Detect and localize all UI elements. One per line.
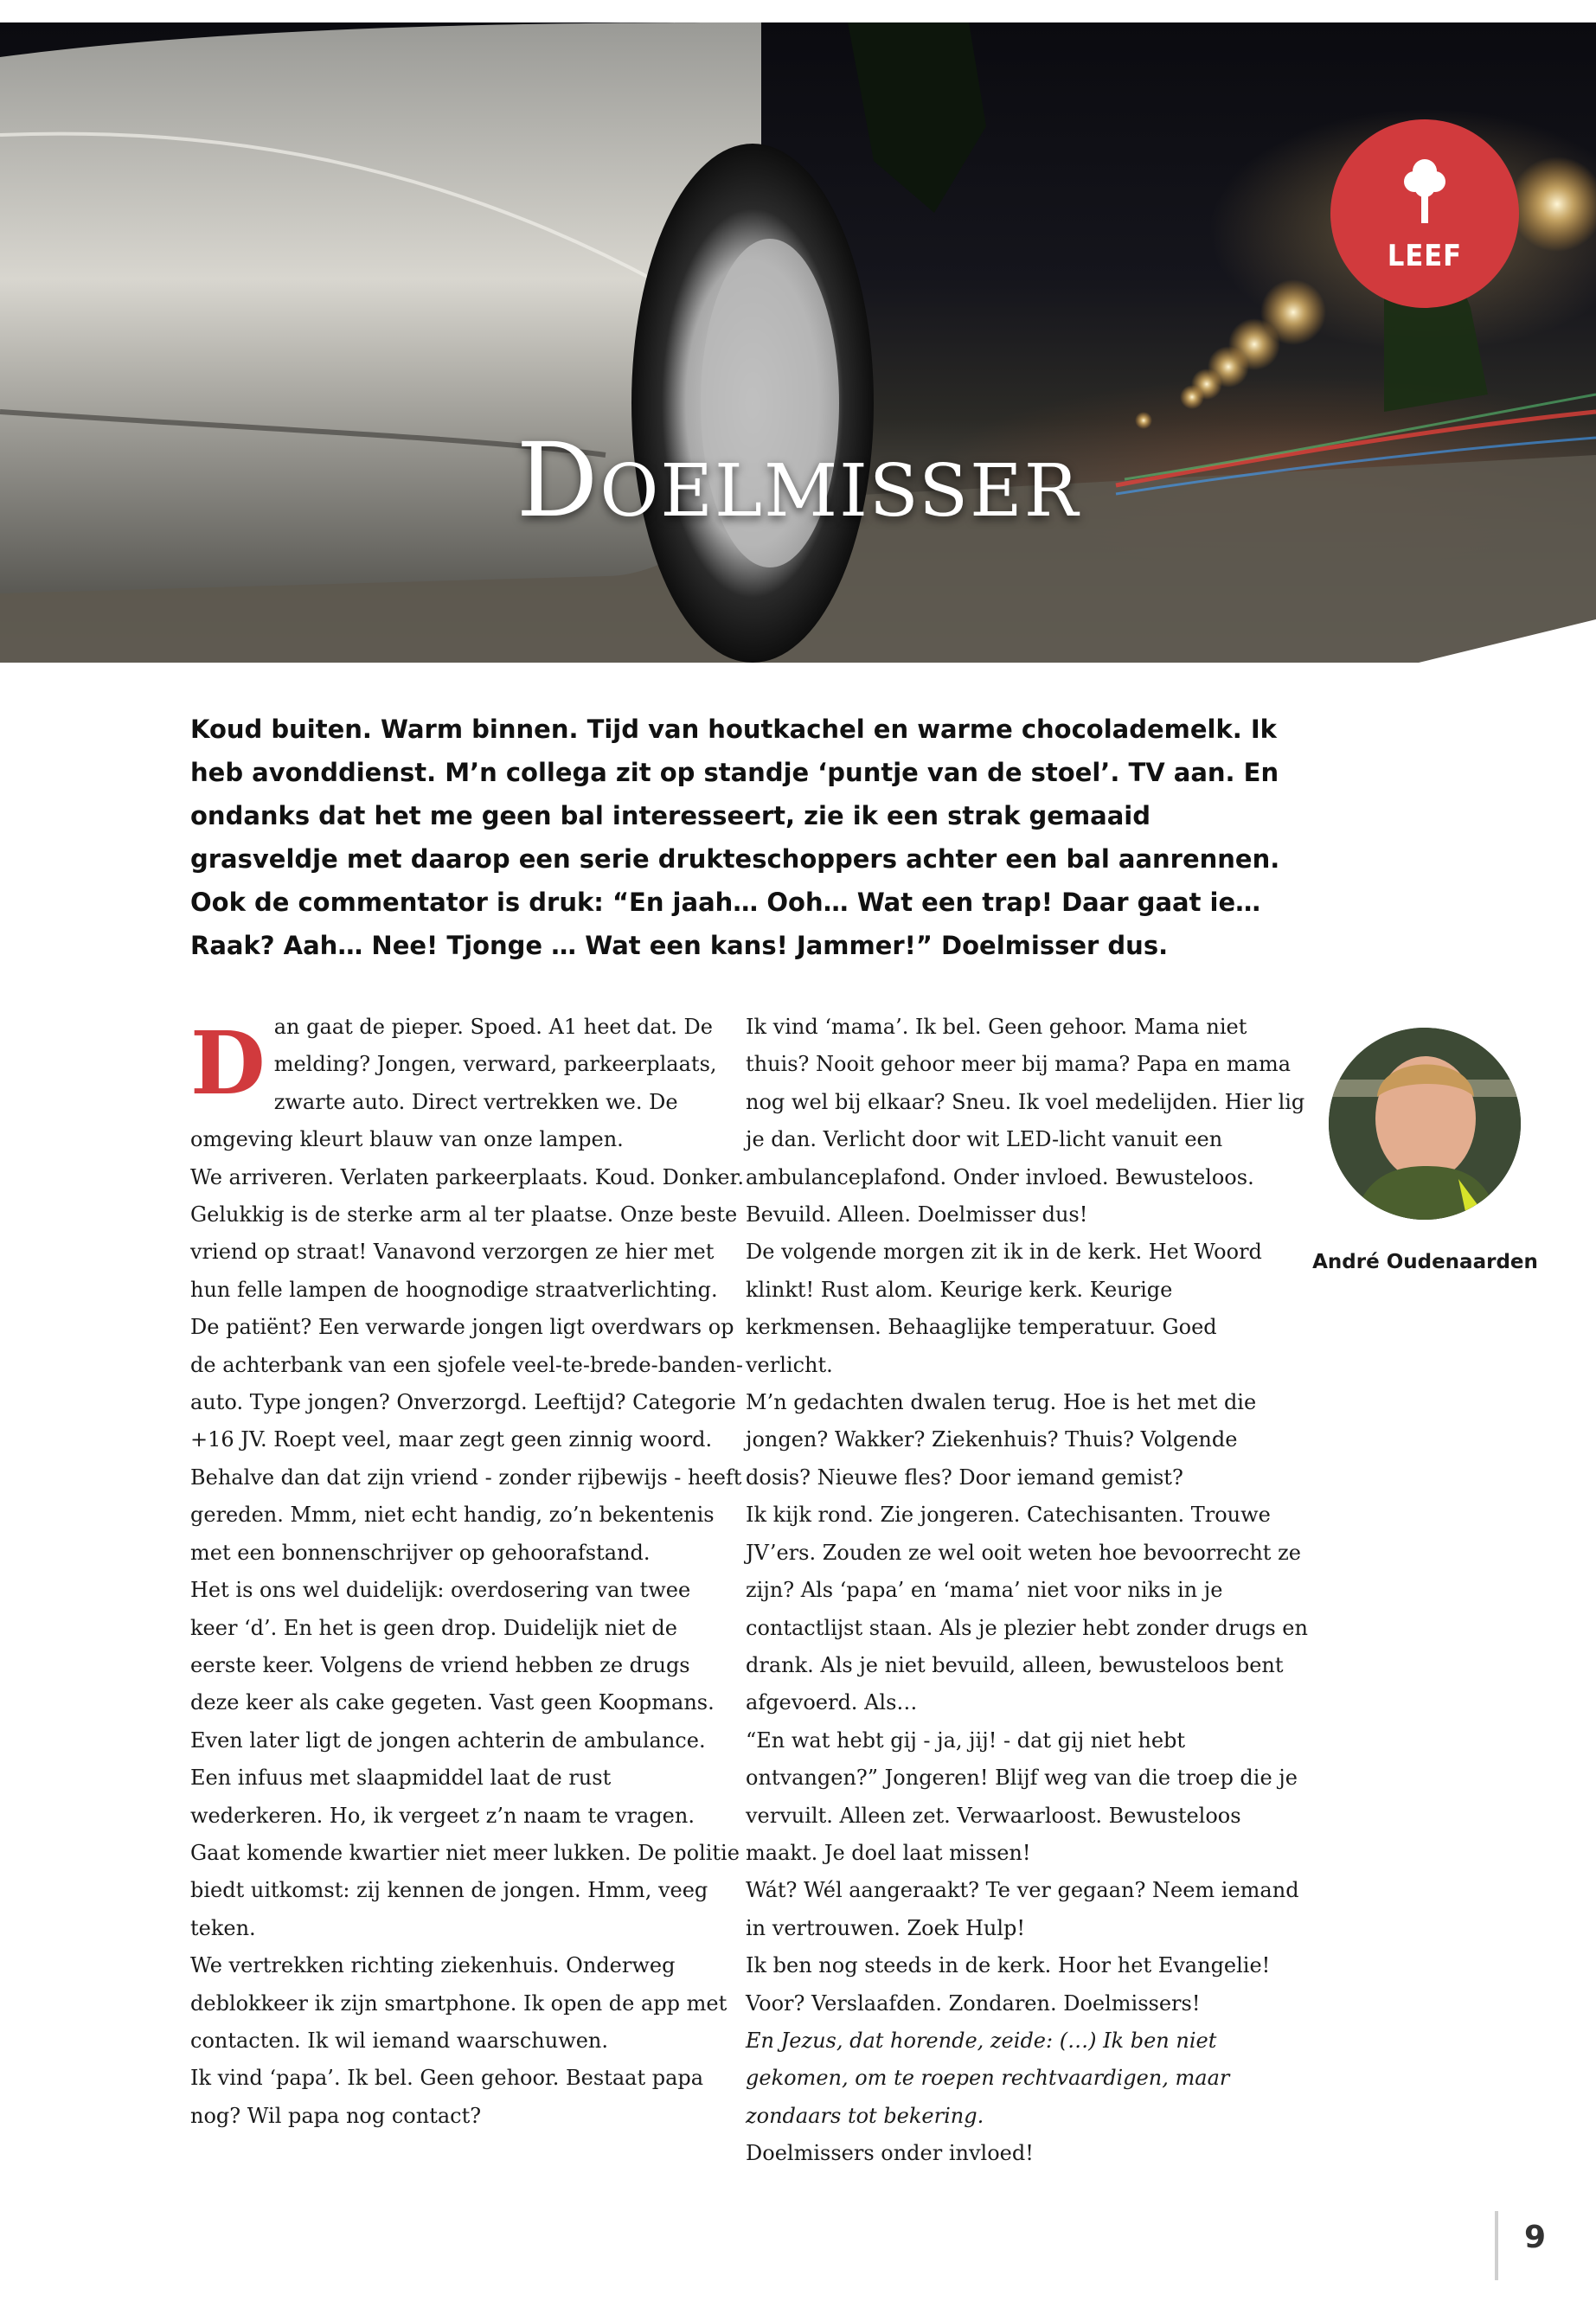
paragraph: Het is ons wel duidelijk: overdosering van twee keer ‘d’. En het is geen drop. Duidelijk niet de eerste keer. Volgens de vriend hebben ze drugs deze keer als cake gegeten. Vast geen Koopmans. (190, 1578, 715, 1715)
paragraph: Ik vind ‘mama’. Ik bel. Geen gehoor. Mama niet thuis? Nooit gehoor meer bij mama? Papa en mama nog wel bij elkaar? Sneu. Ik voel medelijden. Hier lig je dan. Verlicht door wit LED-licht vanuit een ambulanceplafond. Onder invloed. Bewusteloos. Bevuild. Alleen. Doelmisser dus! (746, 1015, 1305, 1227)
article-title: Doelmisser (516, 420, 1080, 540)
paragraph: Ik kijk rond. Zie jongeren. Catechisanten. Trouwe JV’ers. Zouden ze wel ooit weten hoe bevoorrecht ze zijn? Als ‘papa’ en ‘mama’ niet voor niks in je contactlijst staan. Als je plezier hebt zonder drugs en drank. Als je niet bevuild, alleen, bewusteloos bent afgevoerd. Als… (746, 1503, 1308, 1715)
body-column-1 (190, 1009, 744, 2135)
author-avatar (1329, 1028, 1521, 1220)
bible-quote: En Jezus, dat horende, zeide: (…) Ik ben niet gekomen, om te roepen rechtvaardigen, maar zondaars tot bekering. (746, 2028, 1230, 2128)
tree-icon (1402, 156, 1447, 225)
paragraph: Ik ben nog steeds in de kerk. Hoor het Evangelie! Voor? Verslaafden. Zondaren. Doelmissers! (746, 1953, 1271, 2016)
author-portrait (1329, 1028, 1521, 1220)
lead-paragraph: Koud buiten. Warm binnen. Tijd van houtkachel en warme chocolademelk. Ik heb avonddienst. M’n collega zit op standje ‘puntje van de stoel’. TV aan. En ondanks dat het me geen bal interesseert, zie ik een strak gemaaid grasveldje met daarop een serie drukteschoppers achter een bal aanrennen. Ook de commentator is druk: “En jaah… Ooh… Wat een trap! Daar gaat ie… Raak? Aah… Nee! Tjonge … Wat een kans! Jammer!” Doelmisser dus. (190, 715, 1280, 960)
paragraph: M’n gedachten dwalen terug. Hoe is het met die jongen? Wakker? Ziekenhuis? Thuis? Volgende dosis? Nieuwe fles? Door iemand gemist? (746, 1390, 1257, 1490)
paragraph: We vertrekken richting ziekenhuis. Onderweg deblokkeer ik zijn smartphone. Ik open de app met contacten. Ik wil iemand waarschuwen. (190, 1953, 727, 2053)
paragraph: We arriveren. Verlaten parkeerplaats. Koud. Donker. Gelukkig is de sterke arm al ter plaatse. Onze beste vriend op straat! Vanavond verzorgen ze hier met hun felle lampen de hoognodige straatverlichting. (190, 1164, 744, 1302)
paragraph: Even later ligt de jongen achterin de ambulance. Een infuus met slaapmiddel laat de rust wederkeren. Ho, ik vergeet z’n naam te vragen. Gaat komende kwartier niet meer lukken. De politie biedt uitkomst: zij kennen de jongen. Hmm, veeg teken. (190, 1727, 740, 1940)
closing-line: Doelmissers onder invloed! (746, 2141, 1034, 2166)
night-road-photo (0, 22, 1596, 663)
category-label: LEEF (1387, 239, 1463, 273)
paragraph: “En wat hebt gij - ja, jij! - dat gij niet hebt ontvangen?” Jongeren! Blijf weg van die troep die je vervuilt. Alleen zet. Verwaarloost. Bewusteloos maakt. Je doel laat missen! (746, 1727, 1298, 1865)
hero-image (0, 22, 1596, 663)
paragraph: De patiënt? Een verwarde jongen ligt overdwars op de achterbank van een sjofele veel-te-brede-banden-auto. Type jongen? Onverzorgd. Leeftijd? Categorie +16 JV. Roept veel, maar zegt geen zinnig woord. Behalve dan dat zijn vriend - zonder rijbewijs - heeft gereden. Mmm, niet echt handig, zo’n bekentenis met een bonnenschrijver op gehoorafstand. (190, 1315, 743, 1565)
body-column-2 (746, 1009, 1308, 2173)
paragraph: Wát? Wél aangeraakt? Te ver gegaan? Neem iemand in vertrouwen. Zoek Hulp! (746, 1878, 1299, 1940)
paragraph: Ik vind ‘papa’. Ik bel. Geen gehoor. Bestaat papa nog? Wil papa nog contact? (190, 2066, 704, 2128)
page-number: 9 (1524, 2220, 1547, 2255)
paragraph: De volgende morgen zit ik in de kerk. Het Woord klinkt! Rust alom. Keurige kerk. Keurige kerkmensen. Behaaglijke temperatuur. Goed verlicht. (746, 1240, 1262, 1377)
first-paragraph: Dan gaat de pieper. Spoed. A1 heet dat. De melding? Jongen, verward, parkeerplaats, zwarte auto. Direct vertrekken we. De omgeving kleurt blauw van onze lampen. (190, 1012, 717, 1152)
author-name: André Oudenaarden (1312, 1251, 1538, 1273)
drop-cap: D (190, 1012, 266, 1114)
category-badge (1330, 119, 1519, 308)
page-number-rule (1495, 2211, 1498, 2280)
